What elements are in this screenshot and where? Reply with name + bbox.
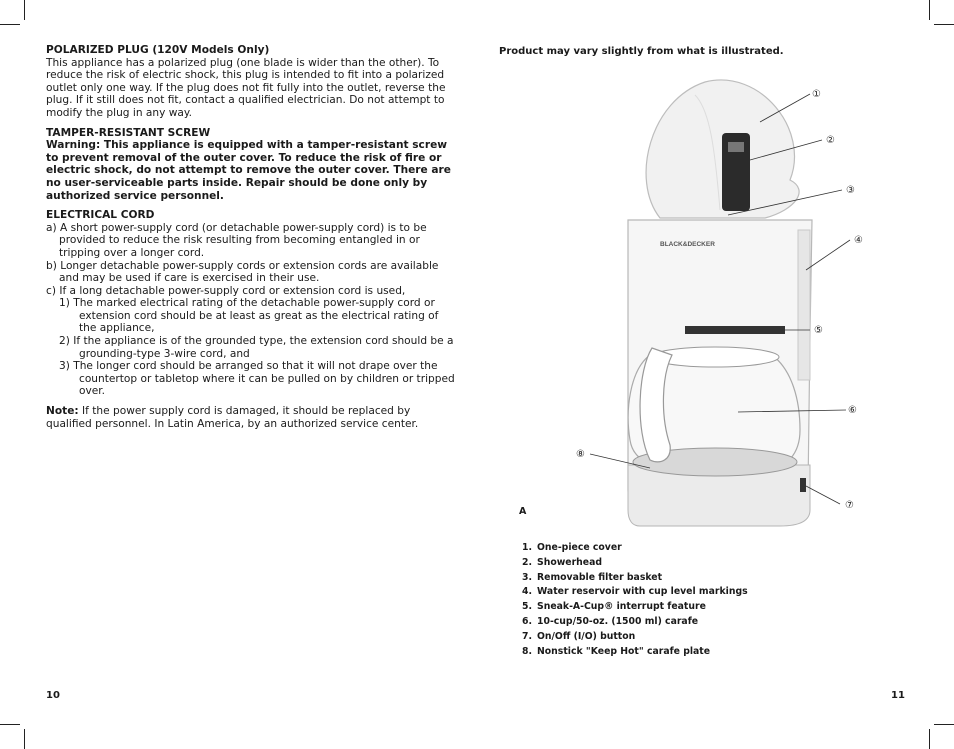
crop-mark: [929, 729, 930, 749]
callout-8: ⑧: [576, 449, 585, 460]
polarized-plug-heading: POLARIZED PLUG (120V Models Only): [46, 44, 270, 56]
note-paragraph: [46, 405, 456, 430]
callout-6: ⑥: [848, 405, 857, 416]
callout-4: ④: [854, 235, 863, 246]
parts-list: [522, 541, 748, 659]
crop-mark: [0, 24, 20, 25]
cord-item-b: b) Longer detachable power-supply cords or extension cords are available and may be used if care is exercised in their use.: [46, 259, 439, 285]
tamper-screw-section: [46, 127, 456, 203]
cord-subitem-1: 1) The marked electrical rating of the detachable power-supply cord or extension cord should be at least as great as the electrical rating of the appliance,: [59, 297, 439, 335]
tamper-screw-heading: TAMPER-RESISTANT SCREW: [46, 126, 211, 139]
crop-mark: [24, 729, 25, 749]
page-number-left: 10: [46, 690, 60, 701]
polarized-plug-body: This appliance has a polarized plug (one blade is wider than the other). To reduce the risk of electric shock, this plug is intended to fit into a polarized outlet only one way. If the plug does not fit fully into the outlet, reverse the plug. If it still does not fit, contact a qualified electrician. Do not attempt to modify the plug in any way.: [46, 56, 446, 119]
cord-subitem-3: 3) The longer cord should be arranged so that it will not drape over the countertop or tabletop where it can be pulled on by children or tripped over.: [59, 360, 455, 398]
callout-2: ②: [826, 135, 835, 146]
left-page-content: [46, 44, 456, 430]
list-item: 7. On/Off (I/O) button: [522, 630, 636, 642]
tamper-screw-warning: Warning: This appliance is equipped with a tamper-resistant screw to prevent removal of the outer cover. To reduce the risk of fire or electric shock, do not attempt to remove the outer cover. There are no user-serviceable parts inside. Repair should be done only by authorized service personnel.: [46, 139, 451, 202]
crop-mark: [934, 24, 954, 25]
water-window: [798, 230, 810, 380]
crop-mark: [934, 724, 954, 725]
list-item: 2. Showerhead: [522, 556, 603, 568]
callout-3: ③: [846, 185, 855, 196]
list-item: 4. Water reservoir with cup level markings: [522, 586, 748, 598]
callout-7: ⑦: [845, 500, 854, 511]
callout-5: ⑤: [814, 325, 823, 336]
crop-mark: [0, 724, 20, 725]
brew-head-bar: [685, 326, 785, 334]
crop-mark: [929, 0, 930, 20]
cord-subitem-2: 2) If the appliance is of the grounded type, the extension cord should be a grounding-type 3-wire cord, and: [59, 335, 454, 360]
brand-logo: BLACK&DECKER: [660, 241, 715, 248]
note-text: If the power supply cord is damaged, it should be replaced by qualified personnel. In Latin America, by an authorized service center.: [46, 405, 419, 430]
note-label: Note:: [46, 405, 79, 418]
cord-item-c: c) If a long detachable power-supply cord or extension cord is used,: [46, 284, 406, 297]
cord-item-a: a) A short power-supply cord (or detachable power-supply cord) is to be provided to reduce the risk resulting from becoming entangled in or tripping over a longer cord.: [46, 221, 427, 259]
callout-1: ①: [812, 89, 821, 100]
crop-mark: [24, 0, 25, 20]
product-disclaimer: Product may vary slightly from what is illustrated.: [499, 46, 784, 57]
page-number-right: 11: [891, 690, 905, 701]
coffee-maker-illustration: [510, 70, 880, 530]
figure-label: A: [519, 506, 527, 517]
electrical-cord-section: [46, 209, 456, 398]
on-off-switch: [800, 478, 806, 492]
polarized-plug-section: [46, 44, 456, 120]
list-item: 3. Removable filter basket: [522, 571, 663, 583]
list-item: 1. One-piece cover: [522, 542, 622, 553]
list-item: 8. Nonstick "Keep Hot" carafe plate: [522, 645, 711, 657]
list-item: 6. 10-cup/50-oz. (1500 ml) carafe: [522, 615, 699, 627]
list-item: 5. Sneak-A-Cup® interrupt feature: [522, 601, 706, 613]
electrical-cord-heading: ELECTRICAL CORD: [46, 209, 155, 222]
